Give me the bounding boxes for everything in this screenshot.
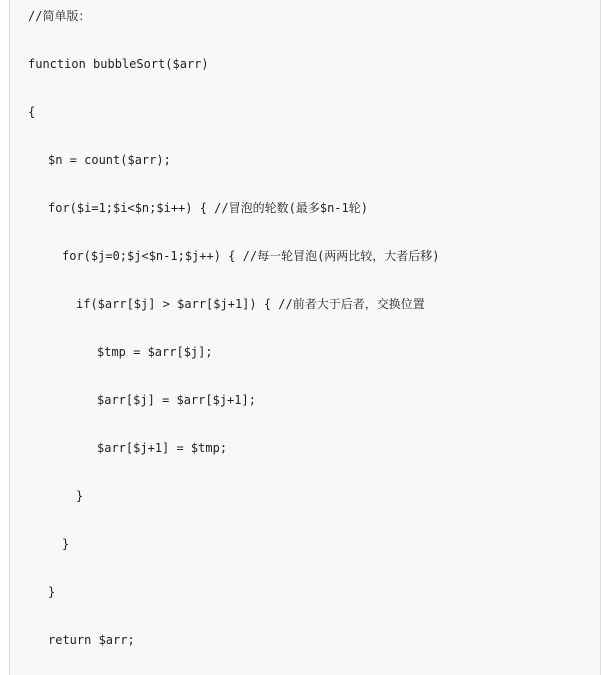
code-line-close-inner: } xyxy=(62,537,70,551)
code-line-swap-2: $arr[$j+1] = $tmp; xyxy=(97,441,228,455)
code-line-tmp: $tmp = $arr[$j]; xyxy=(97,345,213,359)
code-line-count: $n = count($arr); xyxy=(48,153,171,167)
code-line-if: if($arr[$j] > $arr[$j+1]) { //前者大于后者，交换位置 xyxy=(76,297,425,311)
code-line-function: function bubbleSort($arr) xyxy=(28,57,209,71)
code-line-return: return $arr; xyxy=(48,633,135,647)
code-line-open-brace: { xyxy=(28,105,36,119)
code-line-inner-for: for($j=0;$j<$n-1;$j++) { //每一轮冒泡(两两比较，大者后移) xyxy=(62,249,440,263)
code-line-outer-for: for($i=1;$i<$n;$i++) { //冒泡的轮数(最多$n-1轮) xyxy=(48,201,368,215)
code-line-close-outer: } xyxy=(48,585,56,599)
code-line-close-if: } xyxy=(76,489,84,503)
code-block xyxy=(9,0,601,675)
code-line-comment: //简单版： xyxy=(28,9,91,23)
code-line-swap-1: $arr[$j] = $arr[$j+1]; xyxy=(97,393,256,407)
